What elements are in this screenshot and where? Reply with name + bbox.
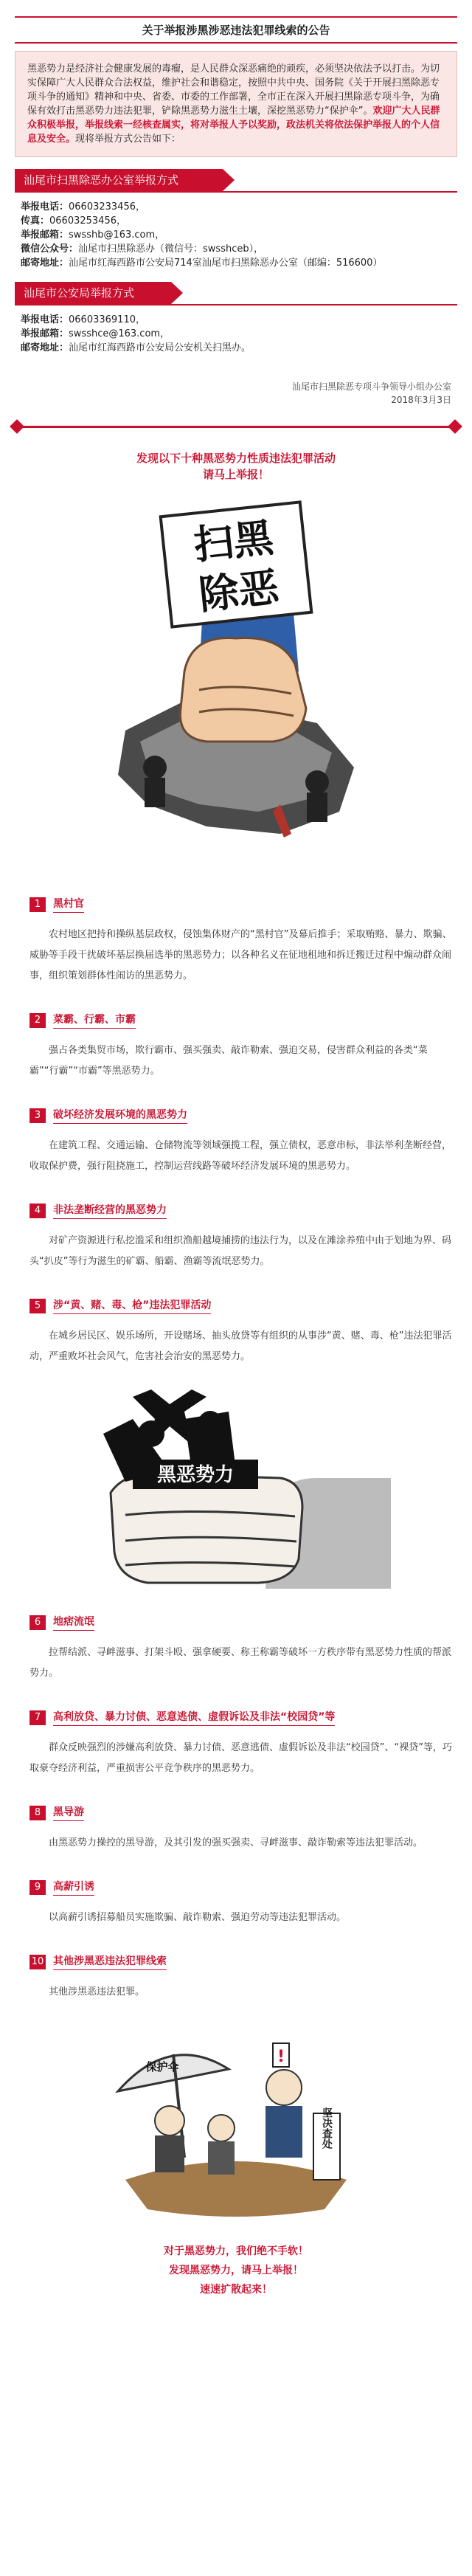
- category-number: 8: [30, 1806, 46, 1820]
- list-heading-line1: 发现以下十种黑恶势力性质违法犯罪活动: [136, 452, 336, 465]
- police-email[interactable]: swsshce@163.com，: [69, 328, 170, 339]
- office-phone[interactable]: 06603233456，: [69, 201, 145, 213]
- notice-title: 关于举报涉黑涉恶违法犯罪线索的公告: [15, 16, 457, 44]
- illus-label: 黑恶势力: [156, 1464, 235, 1486]
- category-number: 10: [30, 1955, 46, 1969]
- category-desc: 由黑恶势力操控的黑导游，及其引发的强买强卖、寻衅滋事、敲诈勒索等违法犯罪活动。: [49, 1837, 423, 1848]
- notice-tail: 现将举报方式公告如下：: [75, 134, 181, 145]
- contact-row: 举报邮箱：swsshb@163.com，: [21, 229, 165, 241]
- illus2-sign-text: 坚决查处: [321, 2107, 333, 2149]
- category-label: 其他涉黑恶违法犯罪线索: [53, 1953, 167, 1970]
- office-fax[interactable]: 06603253456，: [49, 215, 126, 227]
- illus2-exclamation: !: [277, 2048, 285, 2066]
- illus2-figure: [155, 2106, 184, 2135]
- police-phone[interactable]: 06603369110，: [69, 314, 145, 325]
- category-5: [30, 1297, 457, 1314]
- illus-hand: [111, 1474, 302, 1583]
- illustration-umbrella: [103, 2025, 369, 2217]
- poster-figure-right: [305, 770, 329, 794]
- poster-illustration: [96, 487, 376, 871]
- category-number: 1: [30, 897, 46, 912]
- office-heading-rule: [15, 191, 457, 193]
- signature-org: 汕尾市扫黑除恶专项斗争领导小组办公室: [291, 381, 451, 392]
- illus2-officer: [266, 2070, 302, 2105]
- notice-highlight: 欢迎广大人民群众积极举报，举报线索一经核查属实，将对举报人予以奖励，政法机关将依法保护举报人的个人信息及安全。: [27, 106, 440, 145]
- contact-row: 举报邮箱：swsshce@163.com，: [21, 328, 170, 339]
- closing-line-2: 发现黑恶势力，请马上举报！: [169, 2265, 303, 2276]
- police-address: 汕尾市红海西路市公安局公安机关扫黑办。: [69, 342, 251, 353]
- office-heading: 汕尾市扫黑除恶办公室举报方式: [15, 169, 223, 191]
- divider-ornament-left: [10, 419, 24, 434]
- category-10: [30, 1953, 457, 1970]
- category-label: 地痞流氓: [53, 1614, 94, 1631]
- police-heading-rule: [15, 304, 457, 305]
- category-desc: 农村地区把持和操纵基层政权，侵蚀集体财产的“黑村官”及幕后推手；采取贿赂、暴力、欺骗、威胁等手段干扰破坏基层换届选举的黑恶势力；以各种名义在征地租地和拆迁搬迁过程中煽动群众闹事，组织策划群体性闹访的黑恶势力。: [30, 929, 452, 981]
- office-email[interactable]: swsshb@163.com，: [69, 229, 165, 241]
- category-label: 黑村官: [53, 896, 84, 913]
- contact-row: 举报电话：06603233456，: [21, 201, 145, 213]
- category-number: 6: [30, 1615, 46, 1630]
- illustration-crushing-hand: [81, 1389, 391, 1589]
- category-1: [30, 896, 457, 913]
- notice-box: [15, 51, 457, 157]
- office-contacts: [21, 200, 451, 270]
- signature: [0, 380, 451, 407]
- contact-row: 传真：06603253456，: [21, 215, 126, 227]
- illus2-umbrella-text: 保护伞: [145, 2060, 179, 2073]
- office-address: 汕尾市红海西路市公安局714室汕尾市扫黑除恶办公室（邮编：516600）: [69, 258, 383, 269]
- category-6: [30, 1614, 457, 1631]
- category-number: 7: [30, 1710, 46, 1725]
- category-desc: 拉帮结派、寻衅滋事、打架斗殴、强拿硬要、称王称霸等破坏一方秩序带有黑恶势力性质的帮派势力。: [30, 1647, 452, 1679]
- contact-row: 邮寄地址：汕尾市红海西路市公安局714室汕尾市扫黑除恶办公室（邮编：516600）: [21, 258, 383, 269]
- category-label: 高薪引诱: [53, 1879, 94, 1896]
- category-number: 5: [30, 1299, 46, 1313]
- closing-line-1: 对于黑恶势力，我们绝不手软！: [164, 2245, 308, 2257]
- category-desc: 在建筑工程、交通运输、仓储物流等领域强揽工程，强立债权，恶意串标，非法举利垄断经营，收取保护费，强行阻挠施工，控制运营线路等破坏经济发展环境的黑恶势力。: [30, 1140, 452, 1172]
- category-desc: 其他涉黑恶违法犯罪。: [49, 1986, 145, 1997]
- category-label: 涉“黄、赌、毒、枪”违法犯罪活动: [53, 1297, 211, 1314]
- closing-line-3: 速速扩散起来！: [200, 2284, 272, 2296]
- office-wechat: 汕尾市扫黑除恶办（微信号：swsshceb），: [78, 244, 264, 255]
- category-9: [30, 1879, 457, 1896]
- category-2: [30, 1012, 457, 1029]
- notice-body: 黑恶势力是经济社会健康发展的毒瘤，是人民群众深恶痛绝的顽疾，必须坚决依法予以打击。为切实保障广大人民群众合法权益，维护社会和谐稳定，按照中共中央、国务院《关于开展扫黑除恶专项斗争的通知》精神和中央、省委、市委的工作部署，全市正在深入开展扫黑除恶专项斗争，为确保有效打击黑恶势力违法犯罪，铲除黑恶势力滋生土壤，深挖黑恶势力“保护伞”。: [27, 63, 440, 117]
- contact-row: 举报电话：06603369110，: [21, 314, 145, 325]
- signature-date: 2018年3月3日: [391, 395, 451, 405]
- contact-row: 微信公众号：汕尾市扫黑除恶办（微信号：swsshceb），: [21, 244, 264, 255]
- category-number: 2: [30, 1013, 46, 1028]
- category-desc: 群众反映强烈的涉嫌高利放贷、暴力讨债、恶意逃债、虚假诉讼及非法“校园贷”、“裸贷”等，巧取豪夺经济利益，严重损害公平竞争秩序的黑恶势力。: [30, 1742, 452, 1774]
- category-8: [30, 1804, 457, 1821]
- category-label: 菜霸、行霸、市霸: [53, 1012, 136, 1029]
- category-number: 4: [30, 1204, 46, 1218]
- divider-ornament-right: [448, 419, 462, 434]
- list-heading-line2: 请马上举报！: [202, 468, 269, 481]
- contact-row: 邮寄地址：汕尾市红海西路市公安局公安机关扫黑办。: [21, 342, 251, 353]
- category-desc: 强占各类集贸市场，欺行霸市、强买强卖、敲诈勒索、强迫交易，侵害群众利益的各类“菜霸”“行霸”“市霸”等黑恶势力。: [30, 1045, 428, 1077]
- list-heading: [0, 450, 472, 483]
- category-label: 破坏经济发展环境的黑恶势力: [53, 1107, 187, 1124]
- category-label: 高利放贷、暴力讨债、恶意逃债、虚假诉讼及非法“校园贷”等: [53, 1709, 335, 1726]
- closing: [0, 2242, 472, 2299]
- category-4: [30, 1202, 457, 1219]
- category-7: [30, 1709, 457, 1726]
- police-contacts: [21, 313, 451, 355]
- category-number: 3: [30, 1108, 46, 1123]
- category-number: 9: [30, 1880, 46, 1895]
- police-heading: 汕尾市公安局举报方式: [15, 282, 171, 304]
- category-desc: 在城乡居民区、娱乐场所，开设赌场、抽头放贷等有组织的从事涉“黄、赌、毒、枪”违法犯罪活动，严重败坏社会风气，危害社会治安的黑恶势力。: [30, 1330, 452, 1362]
- category-label: 非法垄断经营的黑恶势力: [53, 1202, 167, 1219]
- section-divider: [15, 426, 457, 428]
- category-3: [30, 1107, 457, 1124]
- poster-text-1: 扫黑: [191, 514, 276, 569]
- poster-figure-left: [143, 756, 167, 779]
- poster-text-2: 除恶: [196, 564, 281, 619]
- category-label: 黑导游: [53, 1804, 84, 1821]
- category-desc: 以高薪引诱招募船员实施欺骗、敲诈勒索、强迫劳动等违法犯罪活动。: [49, 1912, 347, 1923]
- category-desc: 对矿产资源进行私挖滥采和组织渔船越境捕捞的违法行为，以及在滩涂养殖中由于划地为界、码头“扒皮”等行为滋生的矿霸、船霸、渔霸等流氓恶势力。: [30, 1235, 452, 1267]
